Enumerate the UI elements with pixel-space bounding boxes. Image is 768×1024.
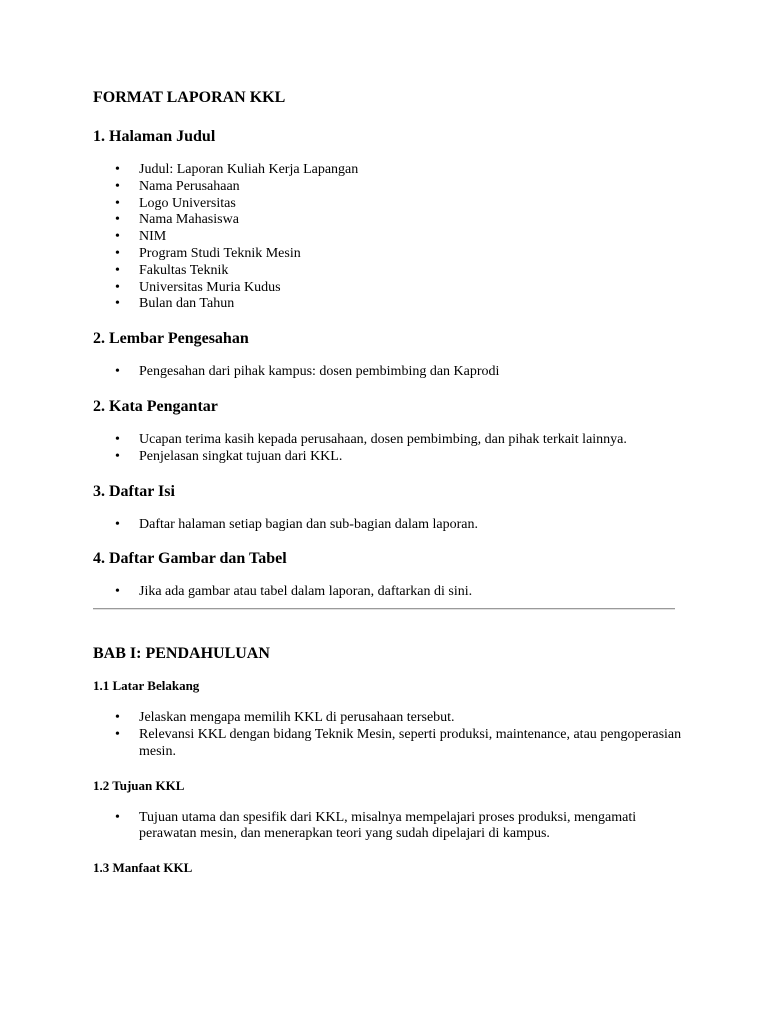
list-item-text: Nama Perusahaan [139,178,240,194]
list-item [93,280,683,297]
list-item-text: Daftar halaman setiap bagian dan sub-bagian dalam laporan. [139,516,478,532]
subsection-heading: 1.2 Tujuan KKL [93,777,185,793]
list-item-text: Judul: Laporan Kuliah Kerja Lapangan [139,162,359,177]
list-item-text: Fakultas Teknik [139,262,229,278]
bullet-glyph: • [115,710,120,726]
list-item [93,263,683,280]
bullet-glyph: • [115,726,120,742]
list-item [93,179,683,196]
list-item-text: Program Studi Teknik Mesin [139,245,301,261]
bullet-glyph: • [115,195,120,211]
list-item-text: Logo Universitas [139,195,236,211]
bullet-glyph: • [115,364,120,380]
list-item-text: NIM [139,229,167,245]
bullet-glyph: • [115,448,120,464]
section-list [93,584,683,601]
bullet-glyph: • [115,809,120,825]
section-list [93,162,683,313]
bullet-glyph: • [115,431,120,447]
chapter-title: BAB I: PENDAHULUAN [93,645,270,663]
bullet-glyph: • [115,178,120,194]
list-item [93,517,683,534]
subsection-list [93,710,683,760]
section-heading: 2. Kata Pengantar [93,397,218,415]
section-list [93,432,683,466]
list-item [93,296,683,313]
list-item [93,432,683,449]
list-item [93,710,683,727]
bullet-glyph: • [115,262,120,278]
document-title: FORMAT LAPORAN KKL [93,89,286,106]
list-item-text: Jika ada gambar atau tabel dalam laporan, daftarkan di sini. [139,584,473,600]
list-item-text: Nama Mahasiswa [139,212,239,228]
horizontal-divider [93,608,675,610]
list-item-text: Penjelasan singkat tujuan dari KKL. [139,448,343,464]
bullet-glyph: • [115,279,120,295]
section-heading: 1. Halaman Judul [93,128,216,145]
list-item-text: Tujuan utama dan spesifik dari KKL, misalnya mempelajari proses produksi, mengamati perawatan mesin, dan menerapkan teori yang sudah dipelajari di kampus. [139,809,637,842]
list-item [93,449,683,466]
list-item-text: Relevansi KKL dengan bidang Teknik Mesin, seperti produksi, maintenance, atau pengoperasian mesin. [139,726,682,759]
list-item [93,810,683,844]
list-item [93,196,683,213]
list-item-text: Ucapan terima kasih kepada perusahaan, dosen pembimbing, dan pihak terkait lainnya. [139,431,627,447]
section-heading: 2. Lembar Pengesahan [93,330,249,348]
list-item-text: Universitas Muria Kudus [139,279,281,295]
list-item [93,246,683,263]
list-item-text: Jelaskan mengapa memilih KKL di perusahaan tersebut. [139,710,455,726]
list-item [93,212,683,229]
section-list [93,517,683,534]
bullet-glyph: • [115,245,120,261]
list-item [93,364,683,381]
subsection-heading: 1.1 Latar Belakang [93,678,200,694]
section-list [93,364,683,381]
list-item [93,162,683,179]
bullet-glyph: • [115,212,120,228]
list-item-text: Bulan dan Tahun [139,296,235,312]
bullet-glyph: • [115,516,120,532]
list-item-text: Pengesahan dari pihak kampus: dosen pembimbing dan Kaprodi [139,364,500,380]
section-heading: 4. Daftar Gambar dan Tabel [93,550,287,568]
section-heading: 3. Daftar Isi [93,482,175,500]
document-content [93,88,683,892]
list-item [93,584,683,601]
bullet-glyph: • [115,162,120,177]
subsection-list [93,810,683,844]
bullet-glyph: • [115,296,120,312]
subsection-heading: 1.3 Manfaat KKL [93,860,193,876]
list-item [93,727,683,761]
bullet-glyph: • [115,584,120,600]
list-item [93,229,683,246]
bullet-glyph: • [115,229,120,245]
